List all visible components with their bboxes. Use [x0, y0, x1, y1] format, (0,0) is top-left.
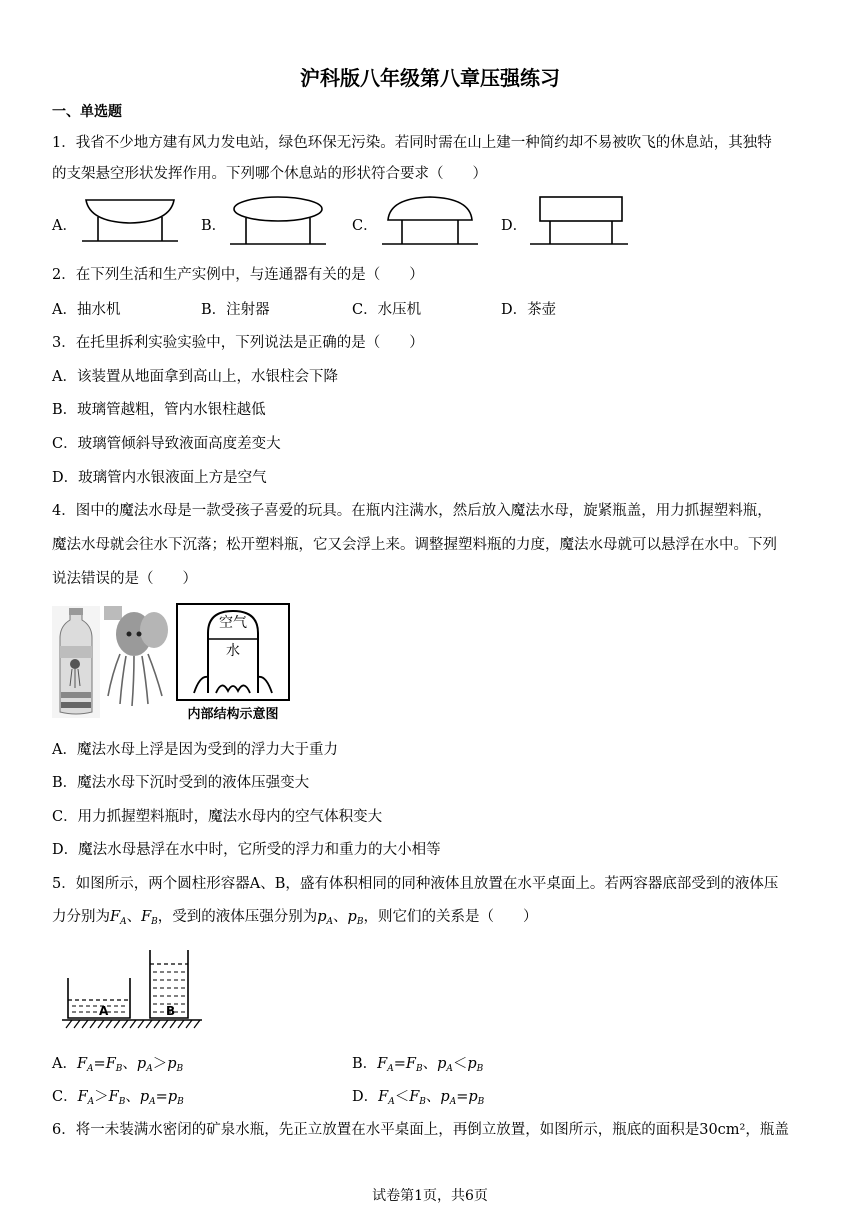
q1-stem-line2: 的支架悬空形状发挥作用。下列哪个休息站的形状符合要求（ ） [52, 166, 487, 182]
q4-diagram-air-label: 空气 [219, 615, 247, 631]
q4-jellyfish-photo [102, 604, 170, 710]
q2-option-a: A．抽水机 [52, 302, 121, 318]
q2-option-c: C．水压机 [352, 302, 422, 318]
q1-option-d-label: D． [501, 218, 528, 234]
q2-stem: 2．在下列生活和生产实例中，与连通器有关的是（ ） [52, 267, 424, 283]
q1-option-d-figure [528, 194, 630, 248]
q4-option-d: D．魔法水母悬浮在水中时，它所受的浮力和重力的大小相等 [52, 842, 441, 858]
q2-option-d: D．茶壶 [501, 302, 557, 318]
section-heading: 一、单选题 [52, 104, 122, 120]
q2-option-b: B．注射器 [201, 302, 270, 318]
q1-option-b-label: B． [201, 218, 227, 234]
q3-option-b: B．玻璃管越粗，管内水银柱越低 [52, 402, 266, 418]
q5-containers-diagram [58, 944, 208, 1034]
q3-option-a: A．该装置从地面拿到高山上，水银柱会下降 [52, 369, 338, 385]
page-title: 沪科版八年级第八章压强练习 [300, 66, 560, 90]
q1-option-a-label: A． [52, 218, 77, 234]
q1-option-a-figure [80, 196, 180, 246]
q3-option-c: C．玻璃管倾斜导致液面高度差变大 [52, 436, 281, 452]
q5-stem-line2: 力分别为$F_A$、$F_B$，受到的液体压强分别为$p_A$、$p_B$，则它们的关系是（ ） [52, 909, 538, 927]
q4-option-c: C．用力抓握塑料瓶时，魔法水母内的空气体积变大 [52, 809, 383, 825]
q3-stem: 3．在托里拆利实验实验中，下列说法是正确的是（ ） [52, 335, 424, 351]
q5-option-d: D．$F_A<F_B$、$p_A=p_B$ [352, 1089, 485, 1107]
q4-diagram-water-label: 水 [226, 643, 240, 659]
q5-stem-line1: 5．如图所示，两个圆柱形容器A、B，盛有体积相同的同种液体且放置在水平桌面上。若两容器底部受到的液体压 [52, 876, 779, 892]
q5-label-b: B [166, 1004, 176, 1018]
q4-diagram-caption: 内部结构示意图 [187, 707, 279, 722]
q1-option-c-figure [380, 194, 480, 248]
q5-option-a: A．$F_A=F_B$、$p_A>p_B$ [52, 1056, 184, 1074]
q4-bottle-photo [52, 606, 100, 718]
q4-stem-line2: 魔法水母就会往水下沉落；松开塑料瓶，它又会浮上来。调整握塑料瓶的力度，魔法水母就可以悬浮在水中。下列 [52, 537, 777, 553]
q4-stem-line1: 4．图中的魔法水母是一款受孩子喜爱的玩具。在瓶内注满水，然后放入魔法水母，旋紧瓶盖，用力抓握塑料瓶， [52, 503, 772, 519]
q4-stem-line3: 说法错误的是（ ） [52, 571, 197, 587]
q6-stem-line1: 6．将一未装满水密闭的矿泉水瓶，先正立放置在水平桌面上，再倒立放置，如图所示，瓶底的面积是30cm²，瓶盖 [52, 1122, 789, 1138]
page-footer: 试卷第1页，共6页 [372, 1188, 488, 1204]
q4-option-a: A．魔法水母上浮是因为受到的浮力大于重力 [52, 742, 338, 758]
q1-option-b-figure [228, 194, 328, 248]
q1-option-c-label: C． [352, 218, 378, 234]
q5-option-c: C．$F_A>F_B$、$p_A=p_B$ [52, 1089, 184, 1107]
q5-label-a: A [99, 1004, 109, 1018]
q1-stem-line1: 1．我省不少地方建有风力发电站，绿色环保无污染。若同时需在山上建一种简约却不易被吹飞的休息站，其独特 [52, 135, 772, 151]
q3-option-d: D．玻璃管内水银液面上方是空气 [52, 470, 267, 486]
q4-option-b: B．魔法水母下沉时受到的液体压强变大 [52, 775, 310, 791]
q5-option-b: B．$F_A=F_B$、$p_A<p_B$ [352, 1056, 484, 1074]
